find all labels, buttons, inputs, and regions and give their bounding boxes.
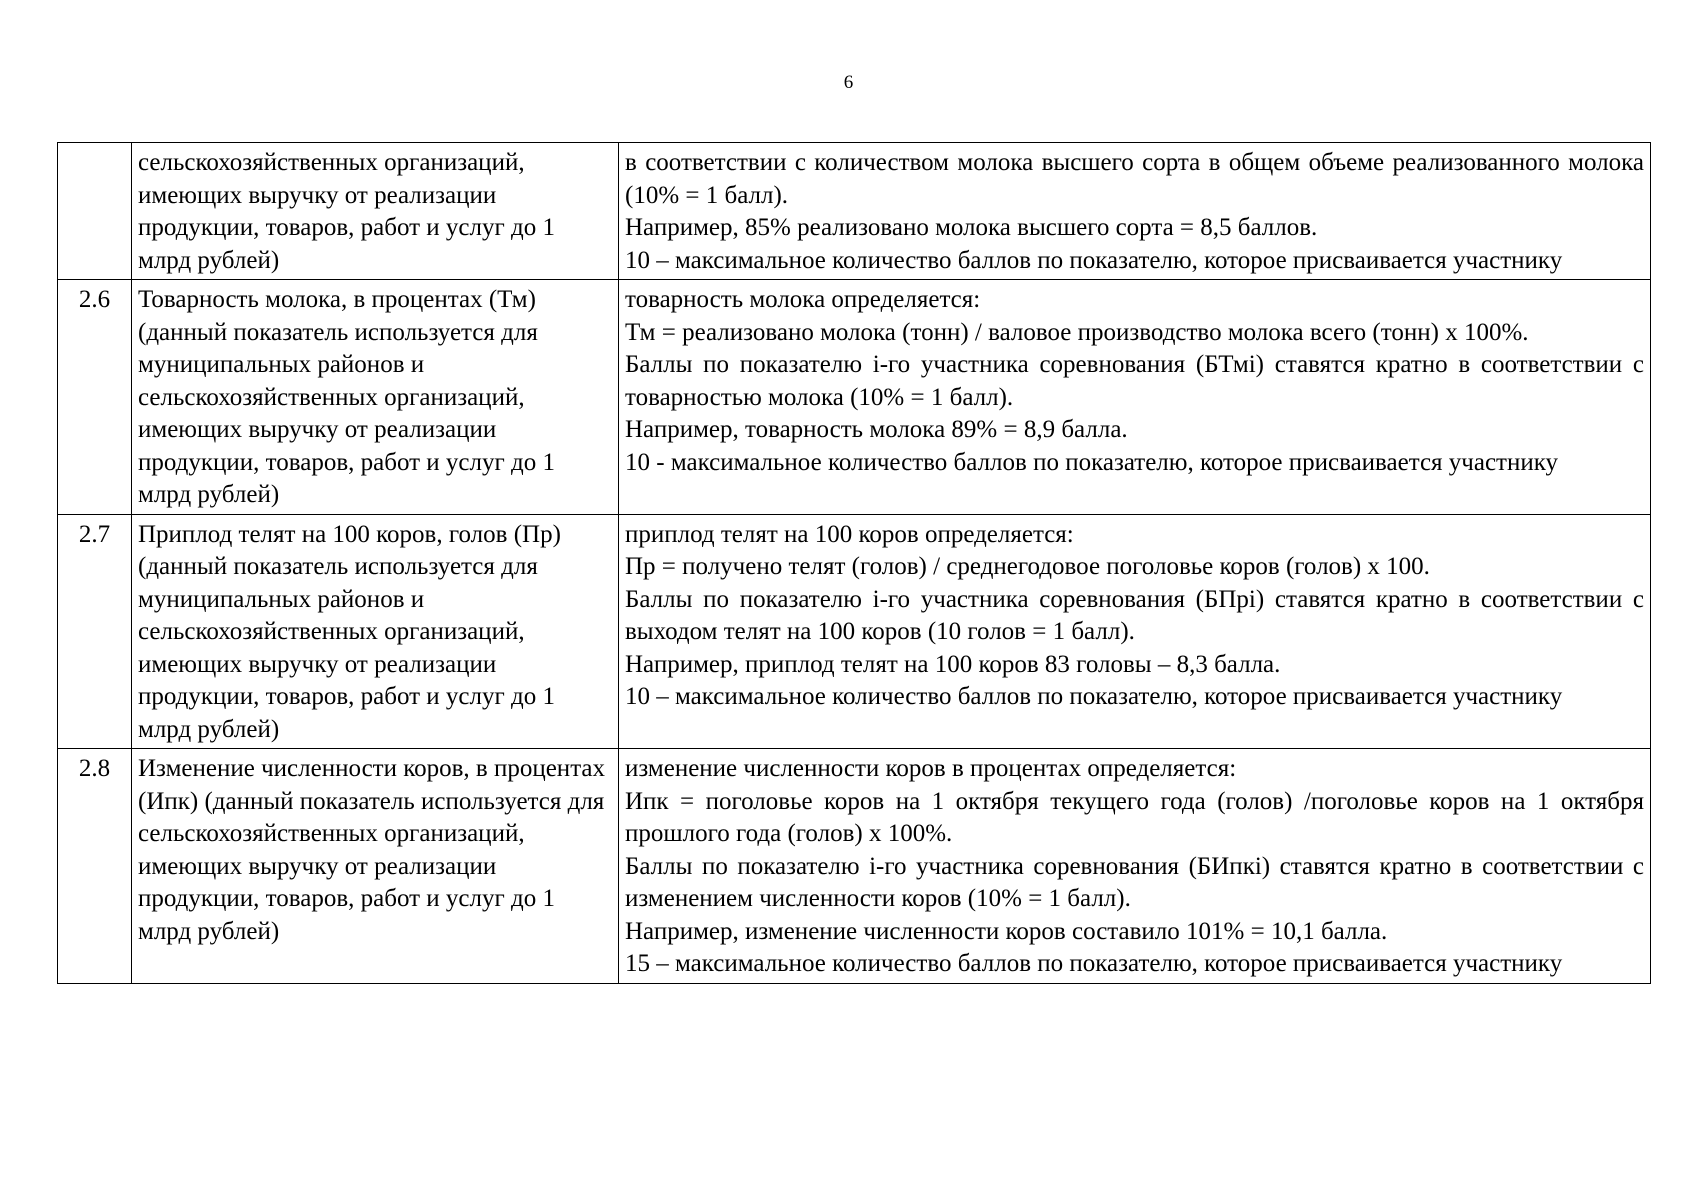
indicator-name: Товарность молока, в процентах (Тм) (данный показатель используется для муниципальных районов и сельскохозяйственных организаций, имеющих выручку от реализации продукции, товаров, работ и услуг до 1 млрд рублей): [132, 280, 619, 515]
indicator-name: Приплод телят на 100 коров, голов (Пр) (данный показатель используется для муниципальных районов и сельскохозяйственных организаций, имеющих выручку от реализации продукции, товаров, работ и услуг до 1 млрд рублей): [132, 514, 619, 749]
row-number: [58, 143, 132, 280]
indicator-name: Изменение численности коров, в процентах (Ипк) (данный показатель используется для сельскохозяйственных организаций, имеющих выручку от реализации продукции, товаров, работ и услуг до 1 млрд рублей): [132, 749, 619, 984]
table-row: [58, 280, 1651, 515]
description-paragraph: Ипк = поголовье коров на 1 октября текущего года (голов) /поголовье коров на 1 октября прошлого года (голов) х 100%.: [625, 787, 1644, 847]
description-paragraph: Например, приплод телят на 100 коров 83 головы – 8,3 балла.: [625, 650, 1281, 678]
description-paragraph: Баллы по показателю i-го участника соревнования (БИпкi) ставятся кратно в соответствии с изменением численности коров (10% = 1 балл).: [625, 852, 1644, 912]
row-number: 2.6: [58, 280, 132, 515]
table-row: [58, 749, 1651, 984]
description-paragraph: Например, изменение численности коров составило 101% = 10,1 балла.: [625, 917, 1388, 945]
description-paragraph: изменение численности коров в процентах определяется:: [625, 755, 1237, 782]
description-paragraph: Пр = получено телят (голов) / среднегодовое поголовье коров (голов) х 100.: [625, 553, 1430, 580]
indicator-description: [619, 280, 1651, 515]
description-paragraph: приплод телят на 100 коров определяется:: [625, 520, 1074, 548]
description-paragraph: Например, 85% реализовано молока высшего сорта = 8,5 баллов.: [625, 214, 1318, 241]
indicator-description: [619, 143, 1651, 280]
description-paragraph: Тм = реализовано молока (тонн) / валовое производство молока всего (тонн) х 100%.: [625, 318, 1529, 346]
row-number: 2.7: [58, 514, 132, 749]
description-paragraph: Баллы по показателю i-го участника соревнования (БПрi) ставятся кратно в соответствии с выходом телят на 100 коров (10 голов = 1 балл).: [625, 585, 1644, 645]
description-paragraph: Баллы по показателю i-го участника соревнования (БТмi) ставятся кратно в соответствии с товарностью молока (10% = 1 балл).: [625, 351, 1644, 411]
table-row: [58, 143, 1651, 280]
criteria-table: [57, 142, 1651, 984]
description-paragraph: 10 - максимальное количество баллов по показателю, которое присваивается участнику: [625, 448, 1559, 476]
description-paragraph: Например, товарность молока 89% = 8,9 балла.: [625, 416, 1128, 443]
page-number: 6: [843, 72, 854, 93]
table-row: [58, 514, 1651, 749]
description-paragraph: 10 – максимальное количество баллов по показателю, которое присваивается участнику: [625, 683, 1563, 710]
description-paragraph: в соответствии с количеством молока высшего сорта в общем объеме реализованного молока (10% = 1 балл).: [625, 149, 1644, 209]
description-paragraph: 15 – максимальное количество баллов по показателю, которое присваивается участнику: [625, 950, 1563, 977]
indicator-description: [619, 749, 1651, 984]
description-paragraph: 10 – максимальное количество баллов по показателю, которое присваивается участнику: [625, 246, 1563, 274]
description-paragraph: товарность молока определяется:: [625, 286, 981, 313]
indicator-description: [619, 514, 1651, 749]
indicator-name: сельскохозяйственных организаций, имеющих выручку от реализации продукции, товаров, работ и услуг до 1 млрд рублей): [132, 143, 619, 280]
row-number: 2.8: [58, 749, 132, 984]
